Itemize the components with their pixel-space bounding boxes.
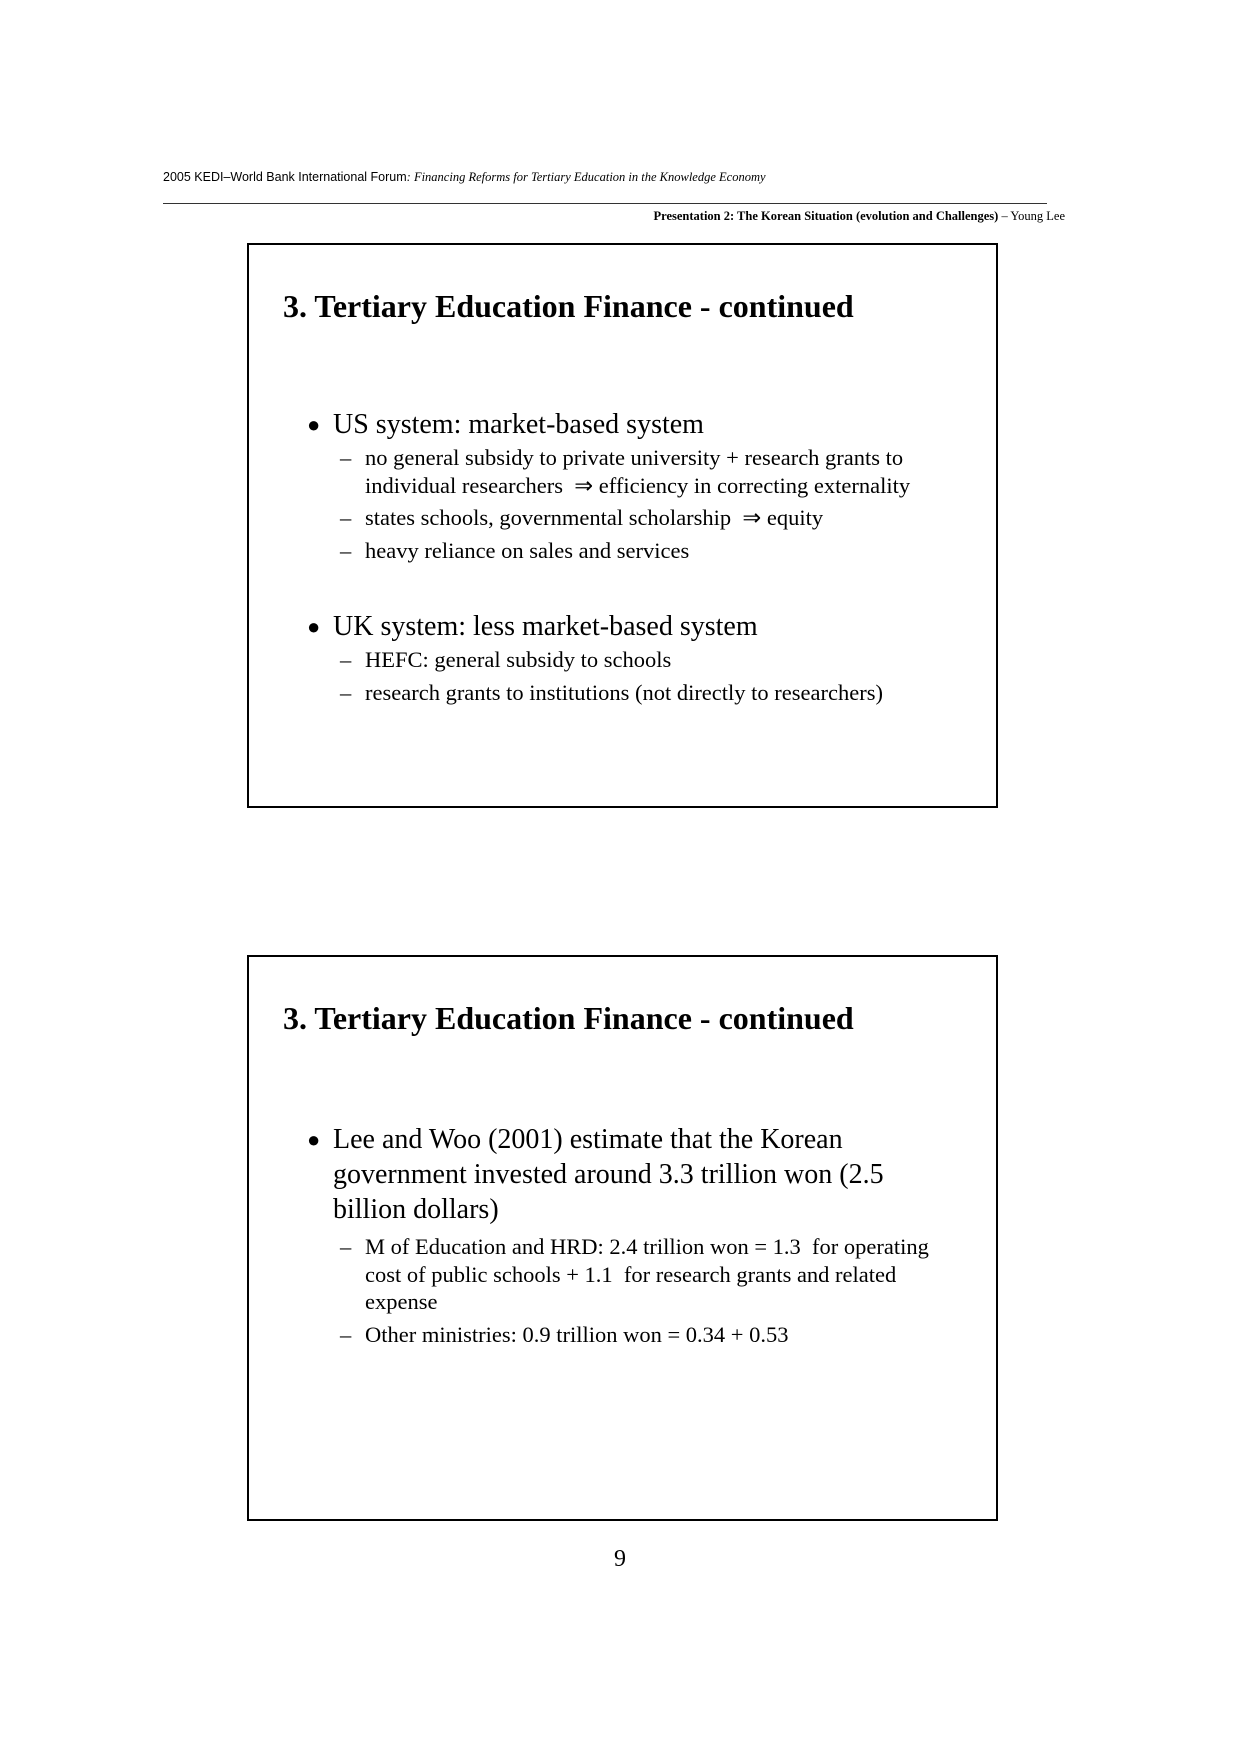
- bullet-uk-system: [307, 609, 976, 644]
- bullet-text: Lee and Woo (2001) estimate that the Korean government invested around 3.3 trillion won (2.5 billion dollars): [333, 1124, 884, 1225]
- presentation-title: Presentation 2: The Korean Situation (evolution and Challenges): [653, 209, 999, 223]
- dash-icon: –: [340, 445, 352, 470]
- sub-bullet: [307, 537, 976, 565]
- presenter-name: – Young Lee: [998, 209, 1065, 223]
- slide-title: 3. Tertiary Education Finance - continued: [283, 1000, 854, 1036]
- page-number: 9: [614, 1546, 626, 1572]
- header-rule: [163, 203, 1047, 204]
- dash-icon: –: [340, 505, 352, 530]
- spacer: [307, 569, 976, 609]
- bullet-text: US system: market-based system: [333, 409, 704, 440]
- slide-content: [307, 407, 976, 711]
- slide-2: [247, 955, 998, 1521]
- sub-bullet-text: HEFC: general subsidy to schools: [365, 647, 672, 672]
- running-header: [163, 170, 766, 185]
- sub-bullet: [307, 1233, 976, 1316]
- dash-icon: –: [340, 1234, 352, 1259]
- presentation-header: [654, 209, 1066, 224]
- sub-bullet-list: [307, 1233, 976, 1348]
- bullet-us-system: [307, 407, 976, 442]
- sub-bullet-text: heavy reliance on sales and services: [365, 537, 690, 563]
- sub-bullet-list: [307, 646, 976, 706]
- forum-subtitle: Financing Reforms for Tertiary Education in the Knowledge Economy: [413, 170, 766, 184]
- sub-bullet-text: research grants to institutions (not directly to researchers): [365, 679, 883, 705]
- sub-bullet-text: Other ministries: 0.9 trillion won = 0.34 + 0.53: [365, 1321, 789, 1347]
- slide-title: 3. Tertiary Education Finance - continued: [283, 288, 854, 324]
- header-separator: :: [406, 170, 414, 184]
- dash-icon: –: [340, 679, 352, 705]
- sub-bullet: [307, 504, 976, 532]
- slide-1: [247, 243, 998, 808]
- sub-bullet-text: no general subsidy to private university + research grants to individual researchers ⇒ efficiency in correcting externality: [365, 445, 911, 498]
- slide-content: [307, 1122, 976, 1353]
- sub-bullet: [307, 679, 976, 707]
- forum-name: 2005 KEDI–World Bank International Forum: [163, 170, 407, 184]
- bullet-icon: ●: [307, 1127, 321, 1152]
- bullet-icon: ●: [307, 412, 321, 437]
- dash-icon: –: [340, 647, 352, 672]
- dash-icon: –: [340, 537, 352, 563]
- bullet-icon: ●: [307, 614, 321, 639]
- sub-bullet-text: states schools, governmental scholarship ⇒ equity: [365, 505, 824, 530]
- sub-bullet: [307, 444, 976, 499]
- sub-bullet-text: M of Education and HRD: 2.4 trillion won = 1.3 for operating cost of public schools + 1.1 for research grants and related expense: [365, 1234, 929, 1314]
- sub-bullet-list: [307, 444, 976, 564]
- sub-bullet: [307, 646, 976, 674]
- bullet-text: UK system: less market-based system: [333, 611, 758, 642]
- bullet-lee-woo-estimate: [307, 1122, 976, 1227]
- dash-icon: –: [340, 1321, 352, 1347]
- sub-bullet: [307, 1321, 976, 1349]
